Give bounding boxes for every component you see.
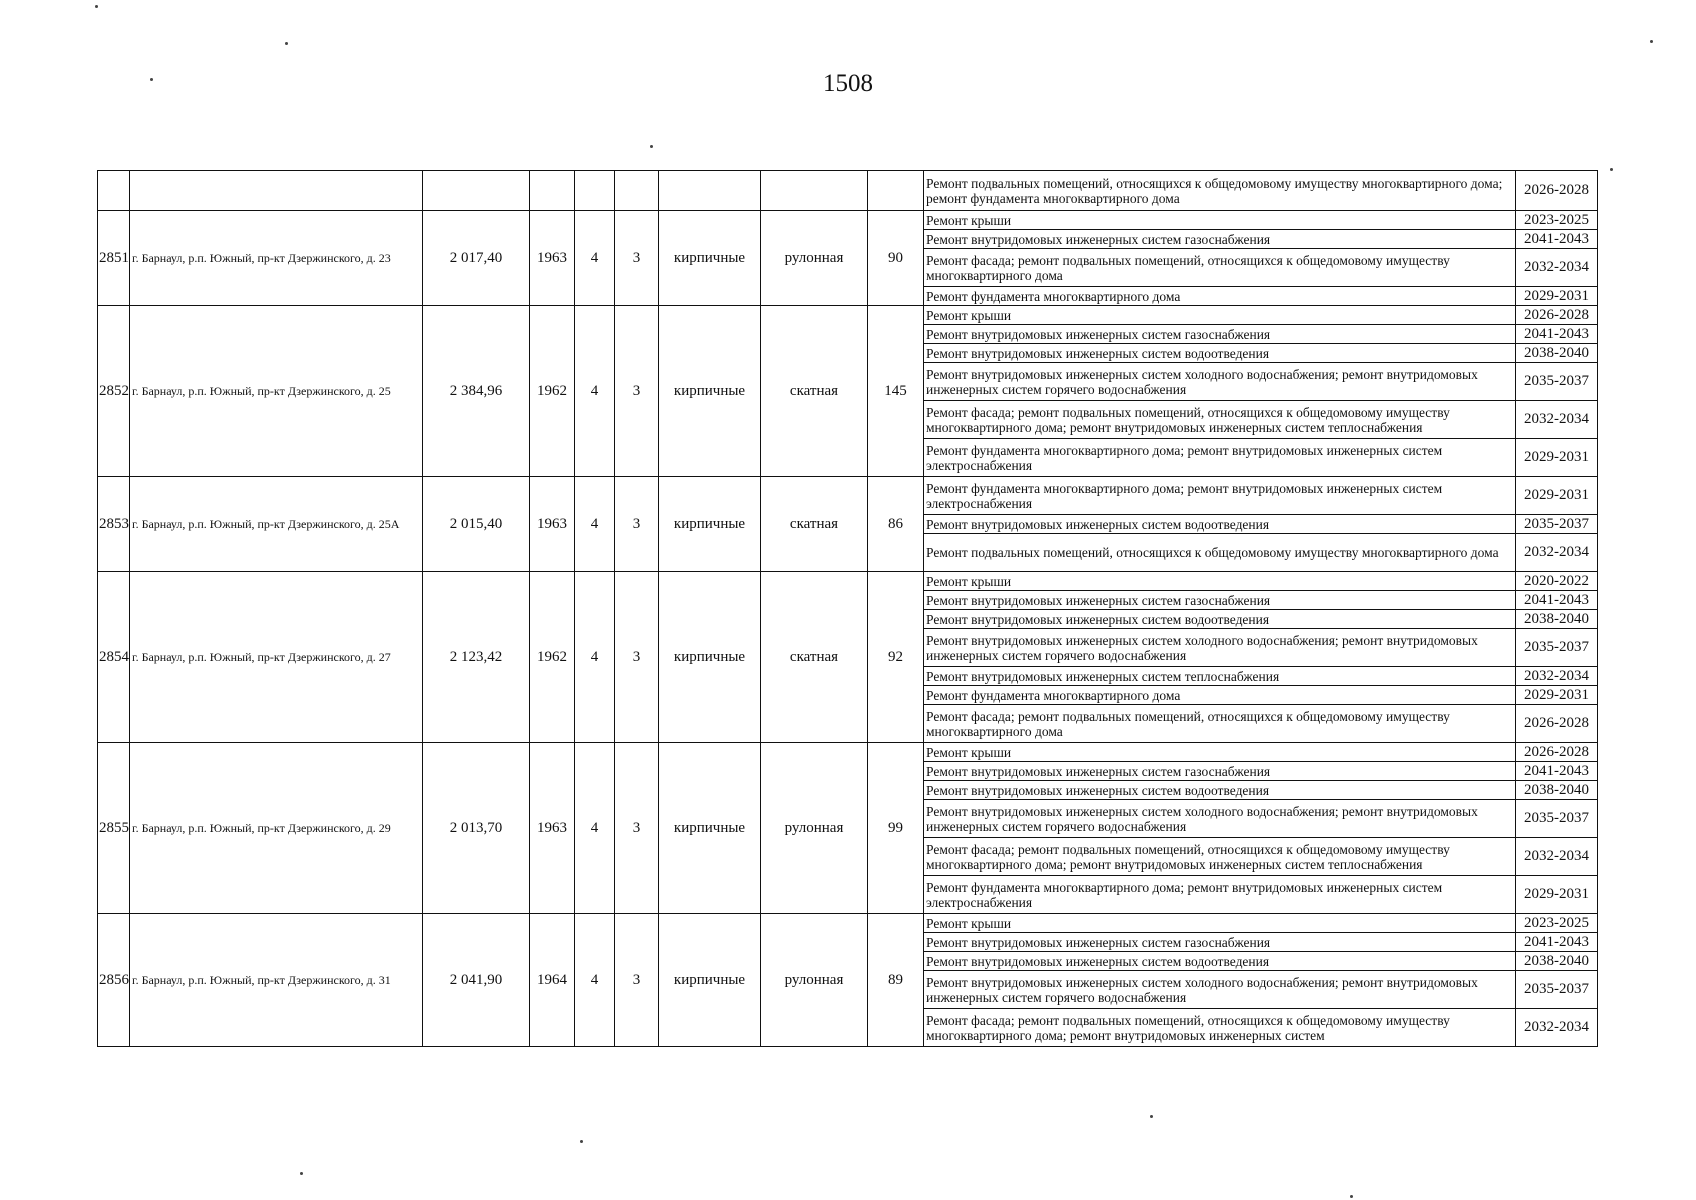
cell-period: 2023-2025 [1516,211,1598,230]
cell-work: Ремонт фасада; ремонт подвальных помещений, относящихся к общедомовому имуществу многоквартирного дома; ремонт внутридомовых инженерных систем [924,1009,1516,1047]
table-body [98,171,1598,1047]
cell-period: 2029-2031 [1516,686,1598,705]
scan-speck [1610,168,1613,171]
cell-period: 2041-2043 [1516,230,1598,249]
cell-walls: кирпичные [659,572,761,743]
cell-work: Ремонт фундамента многоквартирного дома [924,686,1516,705]
cell-entrances: 3 [615,743,659,914]
cell-period: 2038-2040 [1516,952,1598,971]
cell-period: 2035-2037 [1516,629,1598,667]
cell-empty [761,171,868,211]
cell-record-no: 2853 [98,477,130,572]
cell-period: 2041-2043 [1516,933,1598,952]
cell-empty [868,171,924,211]
cell-area: 2 123,42 [423,572,530,743]
cell-entrances: 3 [615,477,659,572]
cell-work: Ремонт внутридомовых инженерных систем теплоснабжения [924,667,1516,686]
cell-roof: скатная [761,572,868,743]
cell-area: 2 041,90 [423,914,530,1047]
cell-period: 2026-2028 [1516,743,1598,762]
cell-period: 2026-2028 [1516,171,1598,211]
scan-speck [650,145,653,148]
cell-address: г. Барнаул, р.п. Южный, пр-кт Дзержинского, д. 23 [130,211,423,306]
scan-speck [1150,1115,1153,1118]
table-row [98,572,1598,591]
cell-year: 1963 [530,211,575,306]
cell-work: Ремонт внутридомовых инженерных систем водоотведения [924,781,1516,800]
cell-period: 2038-2040 [1516,344,1598,363]
table-row [98,211,1598,230]
cell-roof: рулонная [761,914,868,1047]
cell-record-no: 2852 [98,306,130,477]
cell-walls: кирпичные [659,211,761,306]
cell-work: Ремонт крыши [924,306,1516,325]
cell-year: 1962 [530,572,575,743]
cell-work: Ремонт фундамента многоквартирного дома; ремонт внутридомовых инженерных систем электроснабжения [924,876,1516,914]
cell-period: 2020-2022 [1516,572,1598,591]
cell-year: 1964 [530,914,575,1047]
cell-work: Ремонт внутридомовых инженерных систем газоснабжения [924,591,1516,610]
scan-speck [95,5,98,8]
cell-period: 2029-2031 [1516,477,1598,515]
cell-work: Ремонт внутридомовых инженерных систем водоотведения [924,515,1516,534]
cell-walls: кирпичные [659,914,761,1047]
cell-count: 89 [868,914,924,1047]
cell-record-no: 2855 [98,743,130,914]
scan-speck [1350,1195,1353,1198]
cell-walls: кирпичные [659,306,761,477]
table-row [98,477,1598,515]
cell-period: 2026-2028 [1516,705,1598,743]
cell-work: Ремонт внутридомовых инженерных систем газоснабжения [924,325,1516,344]
cell-count: 99 [868,743,924,914]
scan-speck [150,78,153,81]
table-row [98,914,1598,933]
cell-area: 2 017,40 [423,211,530,306]
cell-work: Ремонт фундамента многоквартирного дома [924,287,1516,306]
cell-work: Ремонт фундамента многоквартирного дома; ремонт внутридомовых инженерных систем электроснабжения [924,439,1516,477]
cell-work: Ремонт крыши [924,572,1516,591]
cell-walls: кирпичные [659,743,761,914]
scan-speck [1650,40,1653,43]
cell-entrances: 3 [615,306,659,477]
cell-work: Ремонт крыши [924,743,1516,762]
cell-address [130,171,423,211]
cell-empty [423,171,530,211]
cell-empty [575,171,615,211]
cell-period: 2029-2031 [1516,876,1598,914]
scan-speck [300,1172,303,1175]
cell-year: 1963 [530,743,575,914]
cell-period: 2041-2043 [1516,591,1598,610]
page-number: 1508 [823,70,873,97]
cell-work: Ремонт подвальных помещений, относящихся к общедомовому имуществу многоквартирного дома [924,534,1516,572]
table-row [98,171,1598,211]
cell-count: 90 [868,211,924,306]
cell-period: 2032-2034 [1516,249,1598,287]
cell-work: Ремонт фасада; ремонт подвальных помещений, относящихся к общедомовому имуществу многоквартирного дома [924,705,1516,743]
cell-work: Ремонт внутридомовых инженерных систем газоснабжения [924,230,1516,249]
scan-speck [580,1140,583,1143]
cell-roof: рулонная [761,743,868,914]
cell-floors: 4 [575,477,615,572]
cell-period: 2032-2034 [1516,838,1598,876]
cell-period: 2035-2037 [1516,971,1598,1009]
cell-period: 2032-2034 [1516,667,1598,686]
scan-speck [285,42,288,45]
cell-work: Ремонт внутридомовых инженерных систем газоснабжения [924,762,1516,781]
cell-count: 86 [868,477,924,572]
cell-work: Ремонт внутридомовых инженерных систем водоотведения [924,952,1516,971]
cell-year: 1963 [530,477,575,572]
cell-walls: кирпичные [659,477,761,572]
cell-work: Ремонт внутридомовых инженерных систем газоснабжения [924,933,1516,952]
cell-floors: 4 [575,211,615,306]
cell-entrances: 3 [615,572,659,743]
cell-period: 2038-2040 [1516,610,1598,629]
cell-address: г. Барнаул, р.п. Южный, пр-кт Дзержинского, д. 29 [130,743,423,914]
cell-period: 2029-2031 [1516,439,1598,477]
cell-work: Ремонт фасада; ремонт подвальных помещений, относящихся к общедомовому имуществу многоквартирного дома [924,249,1516,287]
cell-record-no: 2854 [98,572,130,743]
cell-work: Ремонт подвальных помещений, относящихся к общедомовому имуществу многоквартирного дома; ремонт фундамента многоквартирного дома [924,171,1516,211]
cell-floors: 4 [575,306,615,477]
cell-work: Ремонт крыши [924,914,1516,933]
cell-record-no: 2856 [98,914,130,1047]
cell-work: Ремонт внутридомовых инженерных систем холодного водоснабжения; ремонт внутридомовых инженерных систем горячего водоснабжения [924,800,1516,838]
cell-area: 2 015,40 [423,477,530,572]
cell-period: 2026-2028 [1516,306,1598,325]
cell-floors: 4 [575,914,615,1047]
cell-work: Ремонт внутридомовых инженерных систем водоотведения [924,344,1516,363]
cell-roof: рулонная [761,211,868,306]
cell-period: 2035-2037 [1516,515,1598,534]
table-row [98,306,1598,325]
cell-floors: 4 [575,572,615,743]
cell-period: 2041-2043 [1516,762,1598,781]
cell-period: 2032-2034 [1516,534,1598,572]
cell-floors: 4 [575,743,615,914]
cell-period: 2041-2043 [1516,325,1598,344]
cell-work: Ремонт внутридомовых инженерных систем холодного водоснабжения; ремонт внутридомовых инженерных систем горячего водоснабжения [924,971,1516,1009]
cell-work: Ремонт внутридомовых инженерных систем холодного водоснабжения; ремонт внутридомовых инженерных систем горячего водоснабжения [924,363,1516,401]
cell-roof: скатная [761,477,868,572]
cell-period: 2023-2025 [1516,914,1598,933]
cell-address: г. Барнаул, р.п. Южный, пр-кт Дзержинского, д. 25 [130,306,423,477]
cell-entrances: 3 [615,914,659,1047]
cell-empty [659,171,761,211]
table-row [98,743,1598,762]
cell-count: 92 [868,572,924,743]
cell-address: г. Барнаул, р.п. Южный, пр-кт Дзержинского, д. 25А [130,477,423,572]
cell-period: 2032-2034 [1516,1009,1598,1047]
cell-record-no: 2851 [98,211,130,306]
cell-period: 2038-2040 [1516,781,1598,800]
cell-address: г. Барнаул, р.п. Южный, пр-кт Дзержинского, д. 31 [130,914,423,1047]
cell-work: Ремонт внутридомовых инженерных систем водоотведения [924,610,1516,629]
cell-work: Ремонт фасада; ремонт подвальных помещений, относящихся к общедомовому имуществу многоквартирного дома; ремонт внутридомовых инженерных систем теплоснабжения [924,401,1516,439]
cell-work: Ремонт фасада; ремонт подвальных помещений, относящихся к общедомовому имуществу многоквартирного дома; ремонт внутридомовых инженерных систем теплоснабжения [924,838,1516,876]
cell-work: Ремонт фундамента многоквартирного дома; ремонт внутридомовых инженерных систем электроснабжения [924,477,1516,515]
cell-entrances: 3 [615,211,659,306]
cell-empty [615,171,659,211]
cell-address: г. Барнаул, р.п. Южный, пр-кт Дзержинского, д. 27 [130,572,423,743]
cell-period: 2035-2037 [1516,800,1598,838]
repair-schedule-table [97,170,1598,1047]
cell-area: 2 013,70 [423,743,530,914]
cell-period: 2029-2031 [1516,287,1598,306]
cell-empty [530,171,575,211]
cell-period: 2035-2037 [1516,363,1598,401]
cell-work: Ремонт крыши [924,211,1516,230]
cell-count: 145 [868,306,924,477]
cell-period: 2032-2034 [1516,401,1598,439]
cell-work: Ремонт внутридомовых инженерных систем холодного водоснабжения; ремонт внутридомовых инженерных систем горячего водоснабжения [924,629,1516,667]
cell-area: 2 384,96 [423,306,530,477]
cell-no [98,171,130,211]
cell-year: 1962 [530,306,575,477]
cell-roof: скатная [761,306,868,477]
